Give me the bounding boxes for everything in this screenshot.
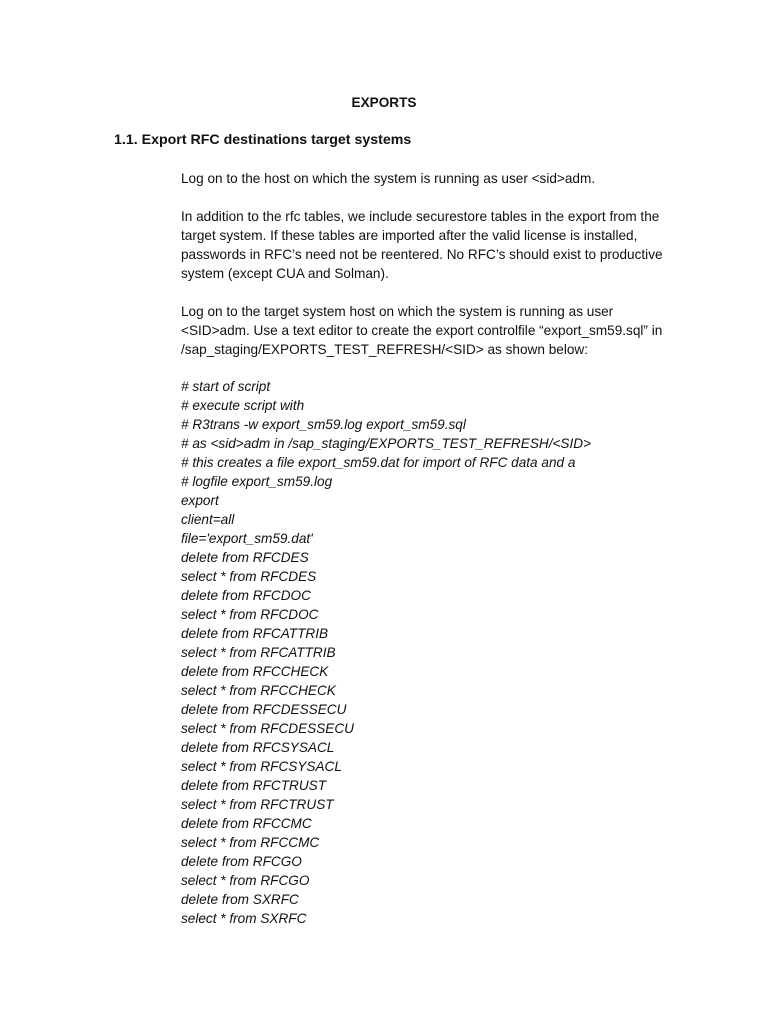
script-line: # R3trans -w export_sm59.log export_sm59.sql — [181, 417, 466, 432]
script-line: # execute script with — [181, 398, 305, 413]
script-line: delete from RFCTRUST — [181, 778, 327, 793]
script-line: select * from RFCCHECK — [181, 683, 336, 698]
paragraph-line: /sap_staging/EXPORTS_TEST_REFRESH/<SID> as shown below: — [181, 342, 588, 357]
paragraph-controlfile — [181, 302, 701, 359]
script-line: delete from SXRFC — [181, 892, 299, 907]
script-line: select * from RFCSYSACL — [181, 759, 342, 774]
section-heading: 1.1. Export RFC destinations target systems — [114, 132, 412, 148]
script-line: export — [181, 493, 219, 508]
script-line: # start of script — [181, 379, 271, 394]
script-listing — [181, 377, 591, 928]
script-line: delete from RFCDOC — [181, 588, 311, 603]
script-line: # logfile export_sm59.log — [181, 474, 333, 489]
paragraph-line: <SID>adm. Use a text editor to create the export controlfile “export_sm59.sql” in — [181, 323, 663, 338]
paragraph-line: Log on to the target system host on which the system is running as user — [181, 304, 614, 319]
script-line: delete from RFCATTRIB — [181, 626, 329, 641]
script-line: select * from RFCDOC — [181, 607, 319, 622]
paragraph-line: system (except CUA and Solman). — [181, 266, 389, 281]
script-line: client=all — [181, 512, 235, 527]
script-line: delete from RFCCHECK — [181, 664, 329, 679]
script-line: select * from RFCTRUST — [181, 797, 334, 812]
paragraph-line: target system. If these tables are imported after the valid license is installed, — [181, 228, 638, 243]
script-line: delete from RFCSYSACL — [181, 740, 335, 755]
script-line: delete from RFCCMC — [181, 816, 312, 831]
script-line: select * from RFCATTRIB — [181, 645, 336, 660]
document-title: EXPORTS — [351, 95, 417, 110]
script-line: select * from RFCDES — [181, 569, 317, 584]
paragraph-securestore — [181, 207, 701, 283]
script-line: delete from RFCDESSECU — [181, 702, 347, 717]
script-line: select * from RFCDESSECU — [181, 721, 354, 736]
paragraph-text: Log on to the host on which the system is running as user <sid>adm. — [181, 171, 596, 186]
script-line: delete from RFCDES — [181, 550, 309, 565]
script-line: select * from RFCGO — [181, 873, 310, 888]
script-line: delete from RFCGO — [181, 854, 302, 869]
script-line: select * from RFCCMC — [181, 835, 320, 850]
paragraph-line: passwords in RFC’s need not be reentered. No RFC’s should exist to productive — [181, 247, 663, 262]
script-line: file='export_sm59.dat' — [181, 531, 313, 546]
paragraph-logon — [181, 169, 701, 188]
script-line: select * from SXRFC — [181, 911, 307, 926]
script-line: # as <sid>adm in /sap_staging/EXPORTS_TEST_REFRESH/<SID> — [181, 436, 592, 451]
paragraph-line: In addition to the rfc tables, we include securestore tables in the export from the — [181, 209, 660, 224]
script-line: # this creates a file export_sm59.dat for import of RFC data and a — [181, 455, 576, 470]
